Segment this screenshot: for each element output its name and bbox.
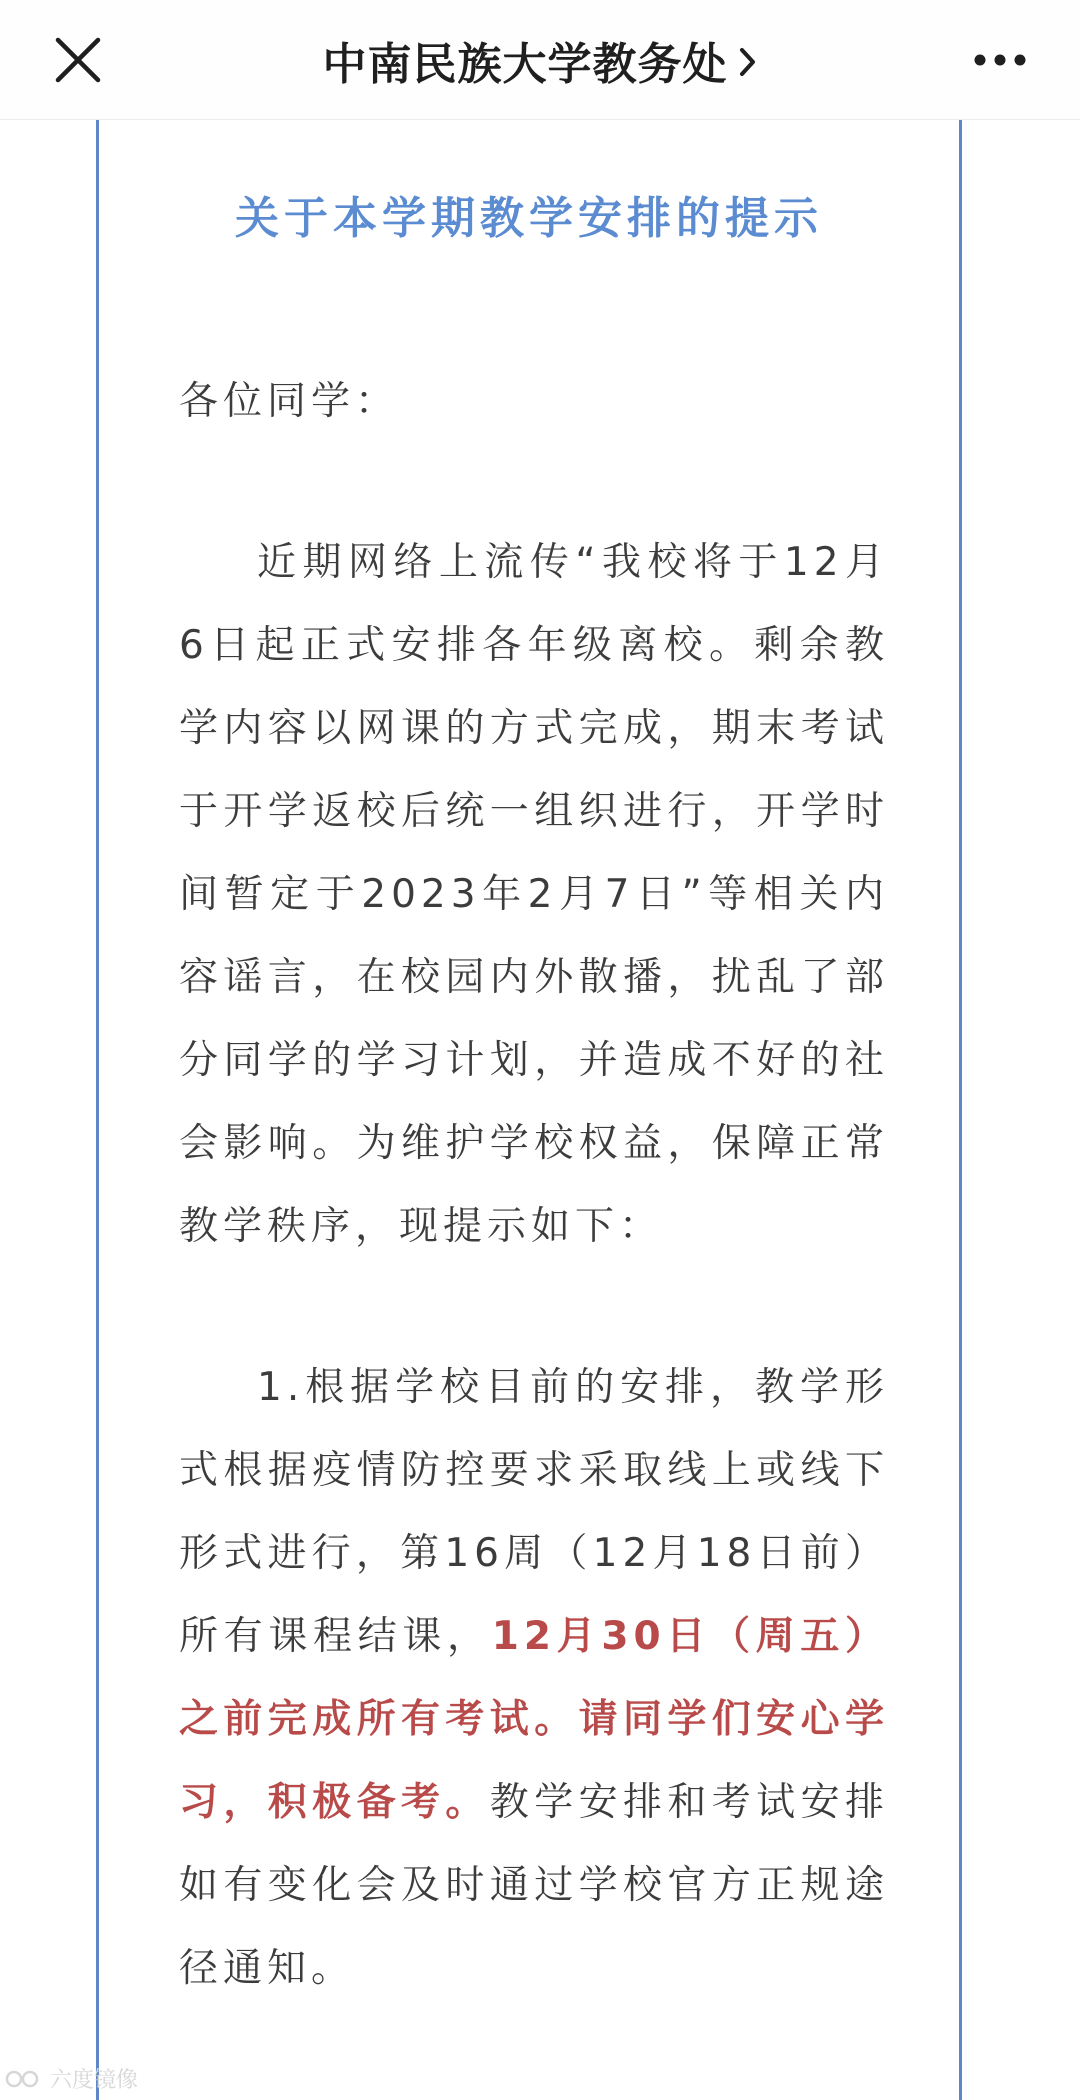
chevron-right-icon — [738, 45, 758, 79]
watermark-text: 六度镜像 — [50, 2068, 139, 2093]
article-title: 关于本学期教学安排的提示 — [235, 193, 823, 244]
watermark-logo-icon — [4, 2067, 44, 2091]
greeting-text: 各位同学： — [179, 379, 400, 424]
paragraph2-text-part2: 教学安排和考试安排如有变化会及时通过学校官方正规途径通知。 — [179, 1780, 889, 1991]
article-body — [179, 360, 889, 2010]
exam-deadline-emphasis: 12月30日（周五）之前完成所有考试。请同学们安心学习，积极备考。 — [179, 1614, 889, 1825]
paragraph-rumor-notice: 近期网络上流传“我校将于12月6日起正式安排各年级离校。剩余教学内容以网课的方式完成，期末考试于开学返校后统一组织进行，开学时间暂定于2023年2月7日”等相关内容谣言，在校园内外散播，扰乱了部分同学的学习计划，并造成不好的社会影响。为维护学校权益，保障正常教学秩序，现提示如下： — [179, 540, 889, 1249]
paragraph-teaching-arrangement — [179, 1346, 889, 2010]
account-title: 中南民族大学教务处 — [322, 39, 728, 90]
paragraph2-text-part1: 1.根据学校目前的安排，教学形式根据疫情防控要求采取线上或线下形式进行，第16周（12月18日前）所有课程结课， — [179, 1365, 889, 1659]
account-title-link[interactable] — [0, 0, 1080, 120]
more-options-button[interactable] — [970, 44, 1030, 76]
article-frame — [96, 120, 962, 2100]
watermark — [4, 2063, 138, 2094]
more-dots-icon — [970, 44, 1030, 76]
top-navigation-bar — [0, 0, 1080, 120]
